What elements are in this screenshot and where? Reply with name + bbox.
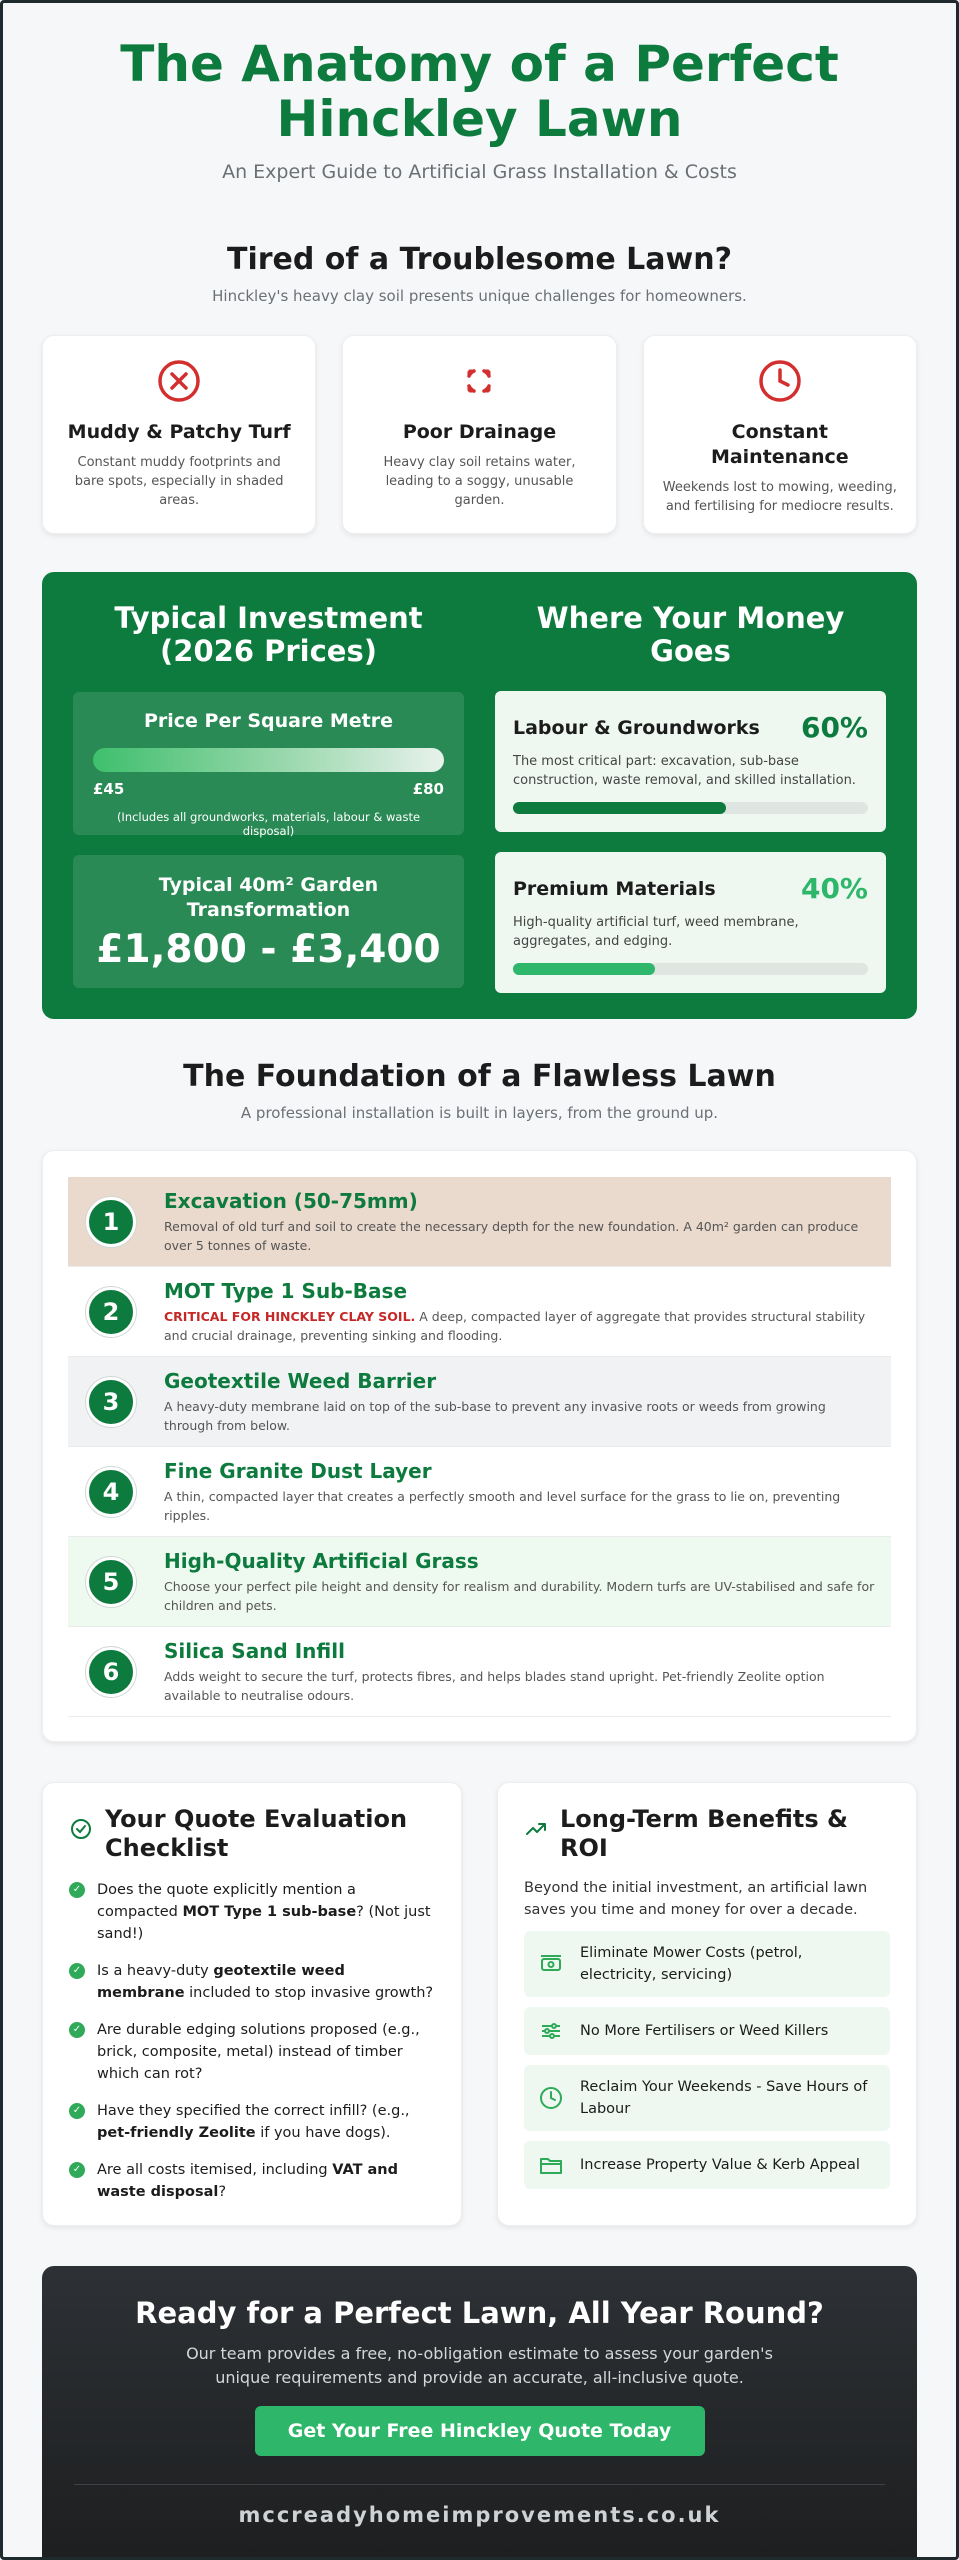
layer-row — [68, 1357, 891, 1447]
layer-title: Fine Granite Dust Layer — [164, 1459, 432, 1483]
price-title: Price Per Square Metre — [143, 710, 393, 732]
clock-icon — [538, 2085, 564, 2111]
benefit-item — [524, 1931, 890, 1997]
get-quote-button[interactable]: Get Your Free Hinckley Quote Today — [255, 2406, 705, 2456]
layer-row — [68, 1447, 891, 1537]
checklist — [69, 1879, 435, 2203]
money-column — [495, 602, 886, 1019]
layer-row — [68, 1537, 891, 1627]
clock-icon — [757, 358, 803, 404]
price-range-labels — [93, 780, 444, 798]
problem-text: Weekends lost to mowing, weeding, and fertilising for mediocre results. — [662, 480, 897, 514]
garden-cost-box — [73, 855, 464, 988]
check-circle-icon — [69, 1817, 93, 1841]
problems-subtitle: Hinckley's heavy clay soil presents unique challenges for homeowners. — [212, 287, 747, 305]
layer-text: Adds weight to secure the turf, protects fibres, and helps blades stand upright. Pet-friendly Zeolite option available to neutralise odours. — [164, 1669, 825, 1703]
checklist-title: Your Quote Evaluation Checklist — [105, 1805, 408, 1862]
title-line-2: Hinckley Lawn — [276, 90, 683, 148]
problem-title: Poor Drainage — [402, 421, 557, 443]
price-range-bar — [93, 748, 444, 772]
check-icon: ✓ — [69, 2103, 85, 2119]
page — [42, 0, 917, 2560]
problem-title: Constant Maintenance — [710, 421, 849, 468]
check-icon: ✓ — [69, 2162, 85, 2178]
page-subtitle: An Expert Guide to Artificial Grass Installation & Costs — [222, 161, 737, 183]
benefit-text: Reclaim Your Weekends - Save Hours of Labour — [580, 2079, 868, 2117]
checklist-item: ✓ Is a heavy-duty geotextile weed membrane included to stop invasive growth? — [69, 1960, 435, 2004]
layer-title: Silica Sand Infill — [164, 1639, 345, 1663]
layer-text: CRITICAL FOR HINCKLEY CLAY SOIL. A deep, compacted layer of aggregate that provides structural stability and crucial drainage, preventing sinking and flooding. — [164, 1309, 866, 1343]
cta-text: Our team provides a free, no-obligation estimate to assess your garden's unique requirements and provide an accurate, all-inclusive quote. — [186, 2344, 773, 2387]
investment-column — [73, 602, 464, 1019]
problem-card-drainage — [342, 335, 616, 534]
drainage-icon — [456, 358, 502, 404]
investment-title: Typical Investment (2026 Prices) — [114, 601, 423, 668]
benefit-item — [524, 2141, 890, 2189]
benefit-item — [524, 2007, 890, 2055]
cta-title: Ready for a Perfect Lawn, All Year Round? — [135, 2296, 824, 2330]
layer-row — [68, 1177, 891, 1267]
problem-card-muddy — [42, 335, 316, 534]
price-low: £45 — [93, 780, 125, 798]
layer-title: Excavation (50-75mm) — [164, 1189, 418, 1213]
cta-panel — [42, 2266, 917, 2560]
problem-title: Muddy & Patchy Turf — [67, 421, 291, 443]
problem-text: Constant muddy footprints and bare spots, especially in shaded areas. — [74, 455, 284, 508]
price-high: £80 — [412, 780, 444, 798]
trending-up-icon — [524, 1817, 548, 1841]
folder-icon — [538, 2152, 564, 2178]
breakdown-title: Labour & Groundworks — [513, 716, 760, 739]
critical-note: CRITICAL FOR HINCKLEY CLAY SOIL. — [164, 1309, 416, 1324]
layer-row — [68, 1267, 891, 1357]
problems-title: Tired of a Troublesome Lawn? — [227, 242, 732, 277]
check-icon: ✓ — [69, 1963, 85, 1979]
breakdown-percent: 60% — [800, 711, 868, 744]
benefit-text: No More Fertilisers or Weed Killers — [580, 2023, 829, 2039]
garden-cost-range: £1,800 - £3,400 — [96, 927, 441, 972]
checklist-panel — [42, 1782, 462, 2226]
layers-card — [42, 1150, 917, 1742]
money-icon — [538, 1951, 564, 1977]
layer-number: 6 — [86, 1647, 136, 1697]
layer-number: 3 — [86, 1377, 136, 1427]
layer-number: 4 — [86, 1467, 136, 1517]
investment-panel — [42, 572, 917, 1019]
breakdown-text: High-quality artificial turf, weed membrane, aggregates, and edging. — [513, 915, 799, 949]
problems-grid — [42, 335, 917, 534]
breakdown-bar-fill — [513, 802, 726, 814]
cta-divider — [74, 2484, 885, 2485]
info-panels — [42, 1782, 917, 2226]
layer-number: 1 — [86, 1197, 136, 1247]
check-icon: ✓ — [69, 2022, 85, 2038]
benefit-text: Eliminate Mower Costs (petrol, electricity, servicing) — [580, 1945, 803, 1983]
layer-number: 5 — [86, 1557, 136, 1607]
layer-title: High-Quality Artificial Grass — [164, 1549, 479, 1573]
check-icon: ✓ — [69, 1882, 85, 1898]
breakdown-bar-fill — [513, 963, 655, 975]
garden-title: Typical 40m² Garden Transformation — [158, 874, 379, 921]
layer-row — [68, 1627, 891, 1717]
breakdown-percent: 40% — [800, 872, 868, 905]
roi-intro: Beyond the initial investment, an artificial lawn saves you time and money for over a decade. — [524, 1880, 868, 1918]
website-domain[interactable]: mccreadyhomeimprovements.co.uk — [238, 2503, 721, 2527]
breakdown-title: Premium Materials — [513, 877, 716, 900]
layer-text: A thin, compacted layer that creates a perfectly smooth and level surface for the grass to lie on, preventing ripples. — [164, 1489, 841, 1523]
sliders-icon — [538, 2018, 564, 2044]
checklist-item: ✓ Have they specified the correct infill? (e.g., pet-friendly Zeolite if you have dogs). — [69, 2100, 435, 2144]
title-line-1: The Anatomy of a Perfect — [120, 35, 839, 93]
roi-panel — [497, 1782, 917, 2226]
problem-card-maintenance — [643, 335, 917, 534]
layer-text: Removal of old turf and soil to create the necessary depth for the new foundation. A 40m² garden can produce over 5 tonnes of waste. — [164, 1219, 859, 1253]
breakdown-bar — [513, 963, 868, 975]
roi-title: Long-Term Benefits & ROI — [560, 1805, 848, 1862]
x-circle-icon — [156, 358, 202, 404]
money-title: Where Your Money Goes — [536, 601, 845, 668]
layer-title: MOT Type 1 Sub-Base — [164, 1279, 408, 1303]
checklist-item: ✓ Are durable edging solutions proposed (e.g., brick, composite, metal) instead of timber which can rot? — [69, 2019, 435, 2085]
layer-text: A heavy-duty membrane laid on top of the sub-base to prevent any invasive roots or weeds from growing through from below. — [164, 1399, 826, 1433]
price-per-sqm-box — [73, 692, 464, 838]
page-title — [42, 0, 917, 147]
layers-title: The Foundation of a Flawless Lawn — [183, 1059, 776, 1094]
layer-number: 2 — [86, 1287, 136, 1337]
layers-subtitle: A professional installation is built in layers, from the ground up. — [240, 1104, 719, 1122]
checklist-item: ✓ Does the quote explicitly mention a compacted MOT Type 1 sub-base? (Not just sand!) — [69, 1879, 435, 1945]
layer-title: Geotextile Weed Barrier — [164, 1369, 437, 1393]
layer-text: Choose your perfect pile height and density for realism and durability. Modern turfs are UV-stabilised and safe for children and pets. — [164, 1579, 875, 1613]
benefit-text: Increase Property Value & Kerb Appeal — [580, 2157, 860, 2173]
problem-text: Heavy clay soil retains water, leading to a soggy, unusable garden. — [383, 455, 576, 508]
breakdown-text: The most critical part: excavation, sub-base construction, waste removal, and skilled installation. — [513, 754, 856, 788]
breakdown-bar — [513, 802, 868, 814]
breakdown-materials — [495, 852, 886, 993]
checklist-item: ✓ Are all costs itemised, including VAT and waste disposal? — [69, 2159, 435, 2203]
breakdown-labour — [495, 691, 886, 832]
price-note: (Includes all groundworks, materials, labour & waste disposal) — [116, 810, 421, 838]
benefit-item — [524, 2065, 890, 2131]
